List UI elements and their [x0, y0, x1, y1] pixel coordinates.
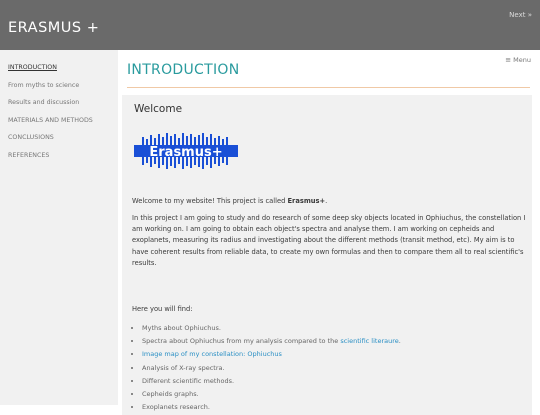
list-item-methods: • Different scientific methods. [142, 375, 401, 388]
title-divider [127, 87, 530, 88]
site-header [0, 0, 540, 50]
site-title[interactable]: ERASMUS + [8, 20, 100, 36]
page-title: INTRODUCTION [127, 62, 240, 78]
scientific-literature-link[interactable]: scientific literaure [340, 337, 399, 346]
sidebar-item-myths-to-science[interactable]: From myths to science [8, 81, 80, 89]
brand-name: Erasmus+ [287, 197, 326, 205]
sidebar-nav [0, 50, 118, 405]
list-item-myths: • Myths about Ophiuchus. [142, 322, 401, 335]
sidebar-item-materials-methods[interactable]: MATERIALS AND METHODS [8, 116, 93, 124]
sidebar-item-results[interactable]: Results and discussion [8, 99, 80, 106]
next-page-link[interactable]: Next » [509, 11, 532, 19]
content-box [122, 95, 532, 415]
main-content [118, 50, 540, 412]
logo-text: Erasmus+ [149, 145, 223, 160]
sidebar-item-introduction[interactable]: INTRODUCTION [8, 64, 57, 71]
here-you-will-find: Here you will find: [132, 305, 193, 313]
list-item-image-map [142, 348, 401, 361]
project-paragraph: In this project I am going to study and do research of some deep sky objects located in Ophiuchus, the constellation I am working on. I am going to obtain each object's spectra and analyse them. I am working on cepheids and exoplanets, measuring its radius and investigating about the different methods (transit method, etc). My aim is to have coherent results from reliable data, to create my own formulas and then to compare them all to real scientific's results. [132, 214, 526, 267]
hamburger-icon: ≡ [505, 56, 512, 64]
list-item-xray: • Analysis of X-ray spectra. [142, 362, 401, 375]
image-map-link[interactable]: Image map of my constellation: Ophiuchus [142, 350, 282, 359]
menu-button[interactable] [505, 56, 531, 64]
sidebar-item-references[interactable]: REFERENCES [8, 151, 50, 159]
sidebar-item-conclusions[interactable]: CONCLUSIONS [8, 134, 54, 141]
menu-label: Menu [513, 56, 531, 64]
list-item-cepheids: • Cepheids graphs. [142, 388, 401, 401]
intro-paragraph: Welcome to my website! This project is called Erasmus+. [132, 197, 328, 205]
contents-list [132, 322, 401, 414]
list-item-spectra: • Spectra about Ophiuchus from my analysis compared to the scientific literaure. [142, 335, 401, 348]
erasmus-logo [134, 131, 244, 171]
list-item-exoplanets: • Exoplanets research. [142, 401, 401, 414]
welcome-heading: Welcome [134, 103, 183, 115]
